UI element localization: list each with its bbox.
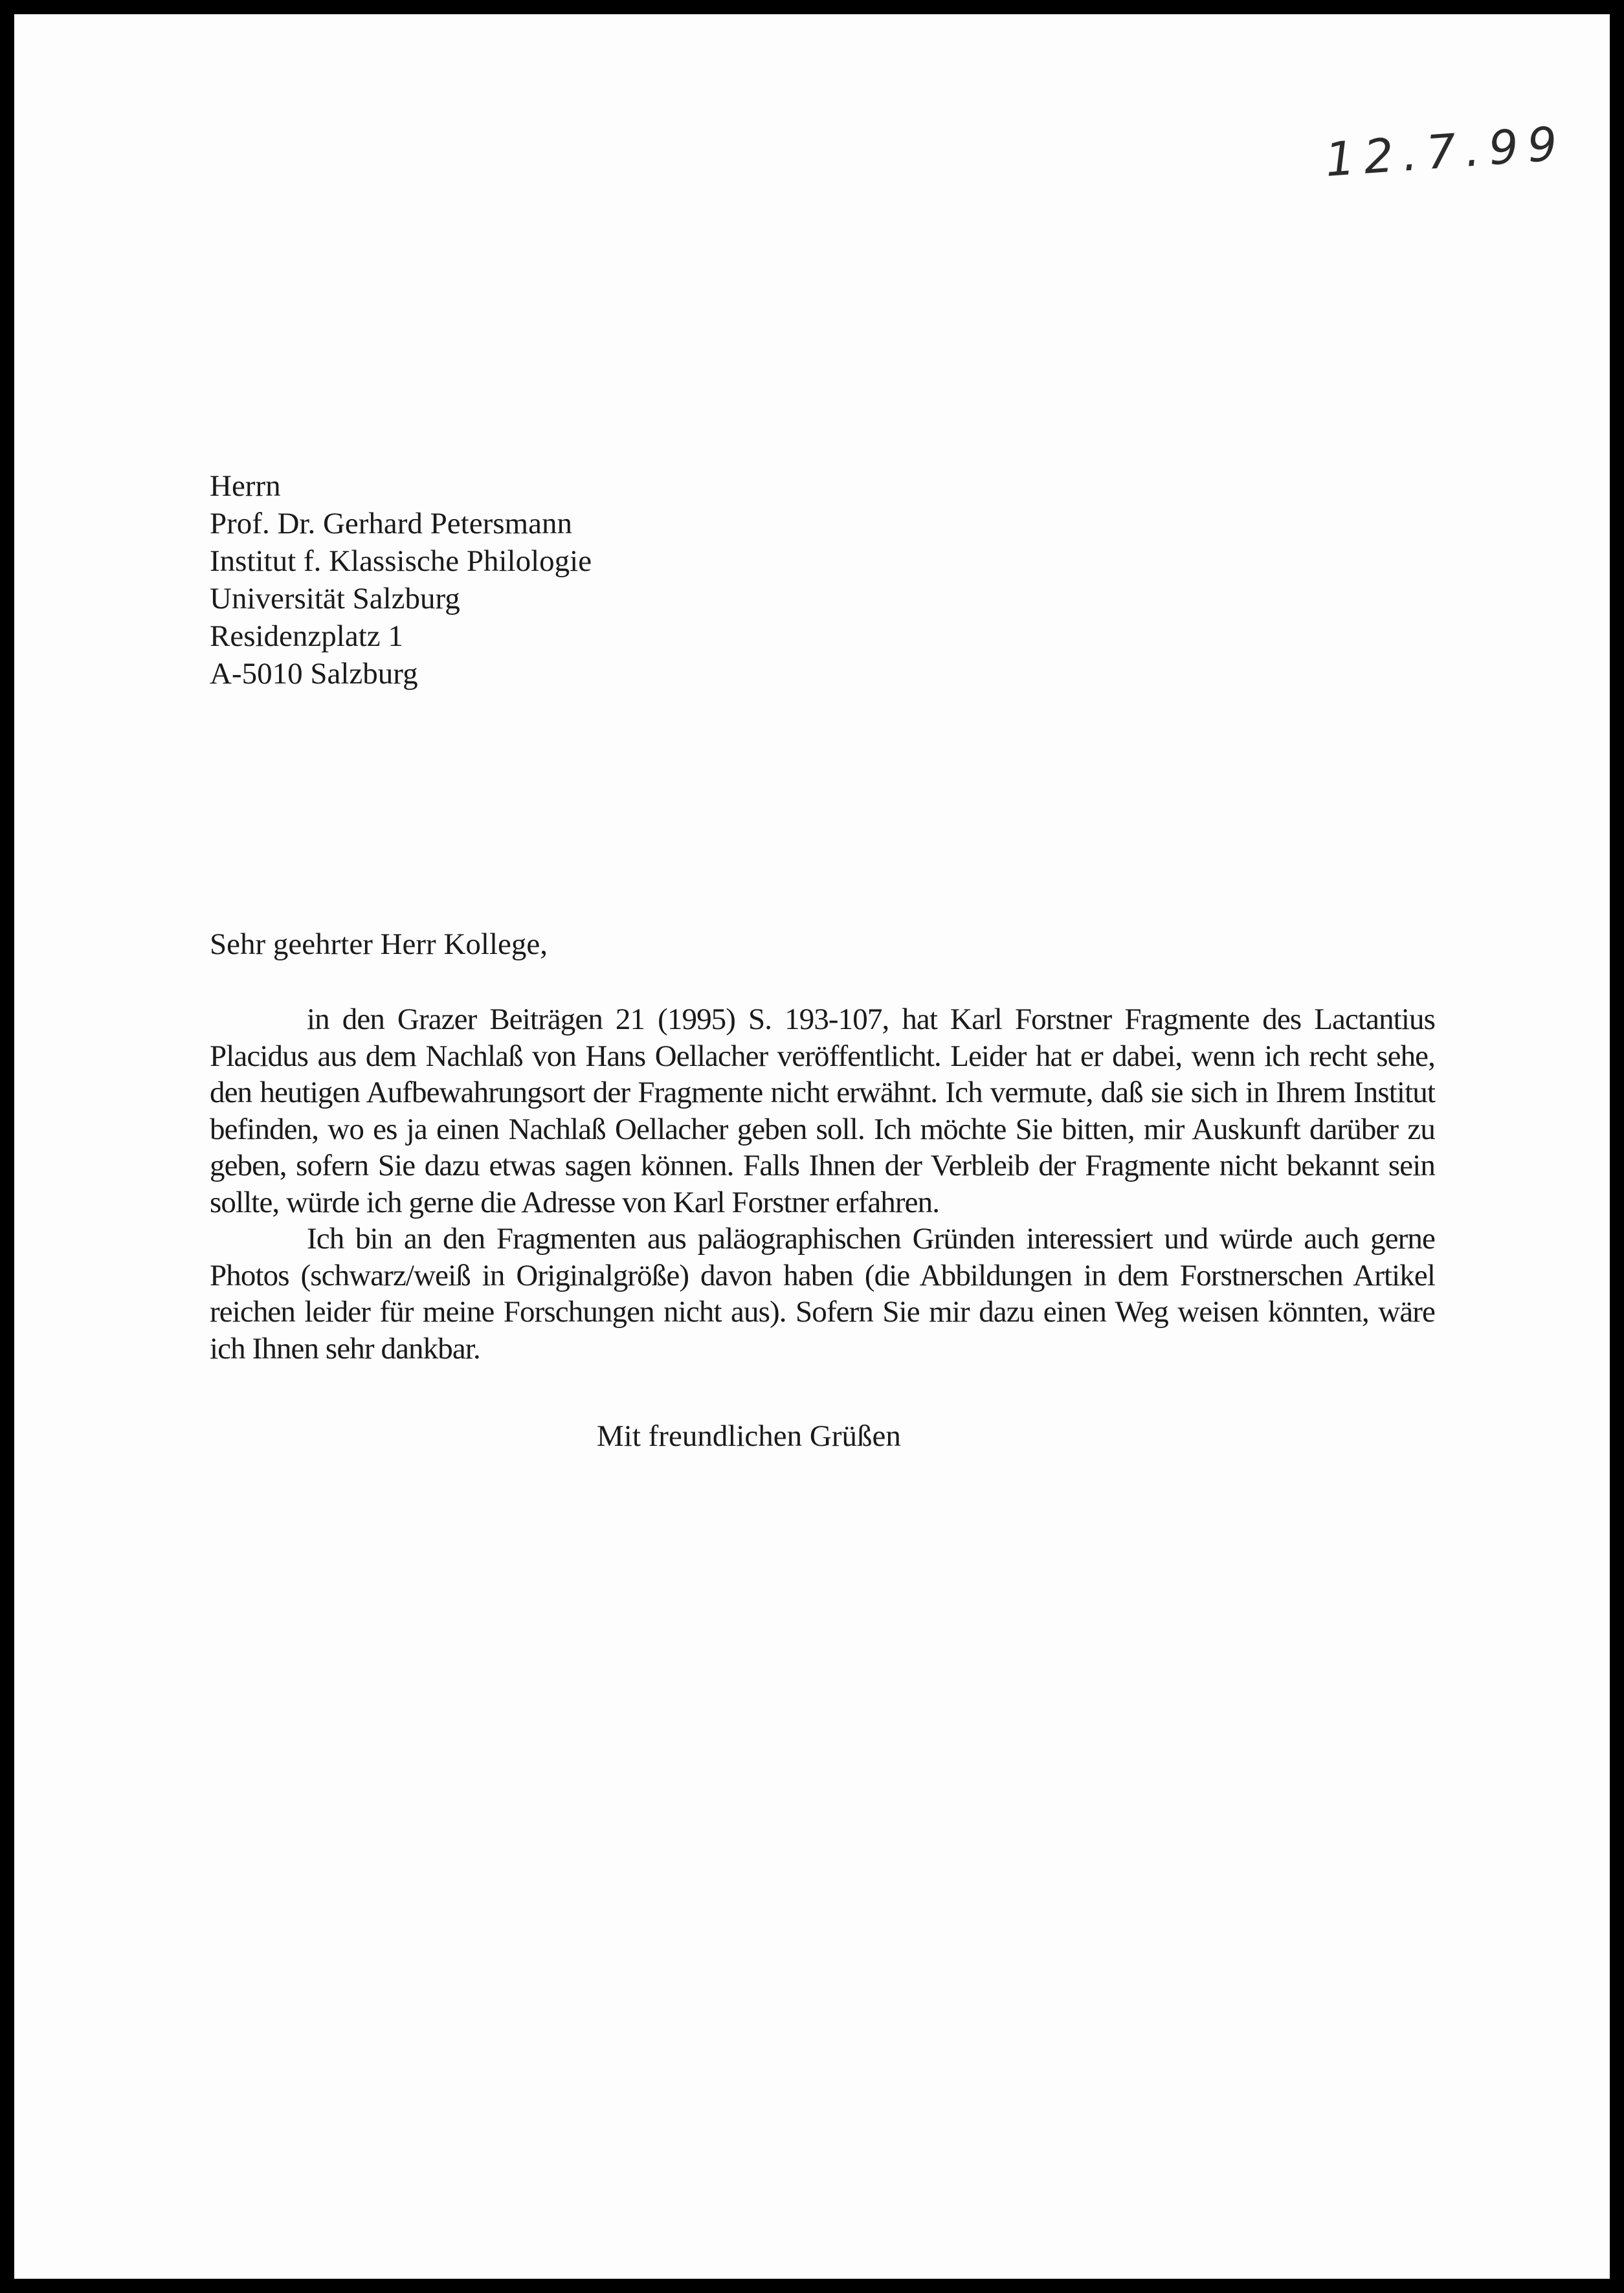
salutation: Sehr geehrter Herr Kollege, — [210, 927, 548, 961]
recipient-line-city: A-5010 Salzburg — [210, 657, 418, 691]
recipient-line-name: Prof. Dr. Gerhard Petersmann — [210, 507, 572, 540]
recipient-address — [210, 467, 592, 692]
body-paragraph-2: Ich bin an den Fragmenten aus paläographischen Gründen interessiert und würde auch gerne Photos (schwarz/weiß in Originalgröße) davon haben (die Abbildungen in dem Forstnerschen Artikel reichen leider für meine Forschungen nicht aus). Sofern Sie mir dazu einen Weg weisen könnten, wäre ich Ihnen sehr dankbar. — [210, 1222, 1435, 1366]
recipient-line-title: Herrn — [210, 469, 281, 503]
letter-body — [210, 1001, 1435, 1367]
body-paragraph-1: in den Grazer Beiträgen 21 (1995) S. 193-107, hat Karl Forstner Fragmente des Lactantius Placidus aus dem Nachlaß von Hans Oellacher veröffentlicht. Leider hat er dabei, wenn ich recht sehe, den heutigen Aufbewahrungsort der Fragmente nicht erwähnt. Ich vermute, daß sie sich in Ihrem Institut befinden, wo es ja einen Nachlaß Oellacher geben soll. Ich möchte Sie bitten, mir Auskunft darüber zu geben, sofern Sie dazu etwas sagen können. Falls Ihnen der Verbleib der Fragmente nicht bekannt sein sollte, würde ich gerne die Adresse von Karl Forstner erfahren. — [210, 1002, 1435, 1219]
recipient-line-street: Residenzplatz 1 — [210, 619, 403, 653]
closing: Mit freundlichen Grüßen — [597, 1419, 901, 1453]
recipient-line-institute: Institut f. Klassische Philologie — [210, 544, 592, 578]
handwritten-date: 12.7.99 — [1323, 116, 1568, 187]
recipient-line-university: Universität Salzburg — [210, 582, 460, 615]
